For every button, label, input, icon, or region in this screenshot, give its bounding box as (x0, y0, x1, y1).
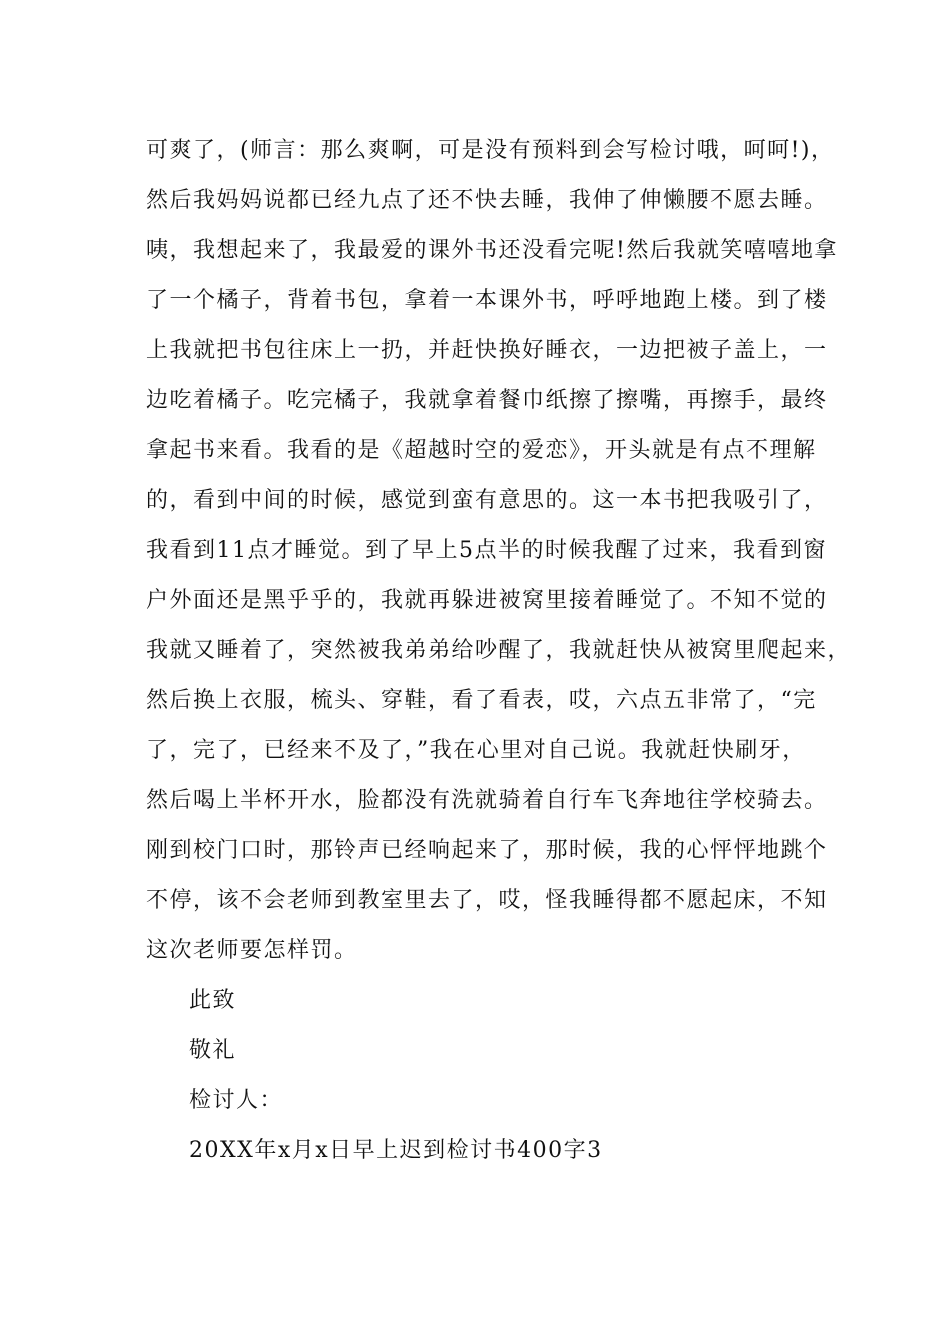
body-line-1: 可爽了，(师言：那么爽啊，可是没有预料到会写检讨哦，呵呵!)， (146, 138, 835, 163)
closing-line: 此致 (189, 988, 237, 1013)
body-line-2: 然后我妈妈说都已经九点了还不快去睡，我伸了伸懒腰不愿去睡。 (146, 188, 828, 213)
next-section-title: 20XX年x月x日早上迟到检讨书400字3 (189, 1138, 603, 1163)
body-line-5: 上我就把书包往床上一扔，并赶快换好睡衣，一边把被子盖上，一 (146, 338, 828, 363)
signer-label: 检讨人： (189, 1088, 284, 1113)
body-line-12: 然后换上衣服，梳头、穿鞋，看了看表，哎，六点五非常了，“完 (146, 688, 817, 713)
body-line-3: 咦，我想起来了，我最爱的课外书还没看完呢!然后我就笑嘻嘻地拿 (146, 238, 838, 263)
body-line-16: 不停，该不会老师到教室里去了，哎，怪我睡得都不愿起床，不知 (146, 888, 828, 913)
body-line-15: 刚到校门口时，那铃声已经响起来了，那时候，我的心怦怦地跳个 (146, 838, 828, 863)
body-line-9: 我看到11点才睡觉。到了早上5点半的时候我醒了过来，我看到窗 (146, 538, 827, 563)
body-line-6: 边吃着橘子。吃完橘子，我就拿着餐巾纸擦了擦嘴，再擦手，最终 (146, 388, 828, 413)
body-line-8: 的，看到中间的时候，感觉到蛮有意思的。这一本书把我吸引了， (146, 488, 828, 513)
body-line-13: 了，完了，已经来不及了，”我在心里对自己说。我就赶快刷牙， (146, 738, 806, 763)
salute-line: 敬礼 (189, 1038, 237, 1063)
body-line-17: 这次老师要怎样罚。 (146, 938, 358, 963)
body-line-11: 我就又睡着了，突然被我弟弟给吵醒了，我就赶快从被窝里爬起来， (146, 638, 852, 663)
body-line-14: 然后喝上半杯开水，脸都没有洗就骑着自行车飞奔地往学校骑去。 (146, 788, 828, 813)
body-line-10: 户外面还是黑乎乎的，我就再躲进被窝里接着睡觉了。不知不觉的 (146, 588, 828, 613)
body-line-4: 了一个橘子，背着书包，拿着一本课外书，呼呼地跑上楼。到了楼 (146, 288, 828, 313)
body-line-7: 拿起书来看。我看的是《超越时空的爱恋》，开头就是有点不理解 (146, 438, 817, 463)
